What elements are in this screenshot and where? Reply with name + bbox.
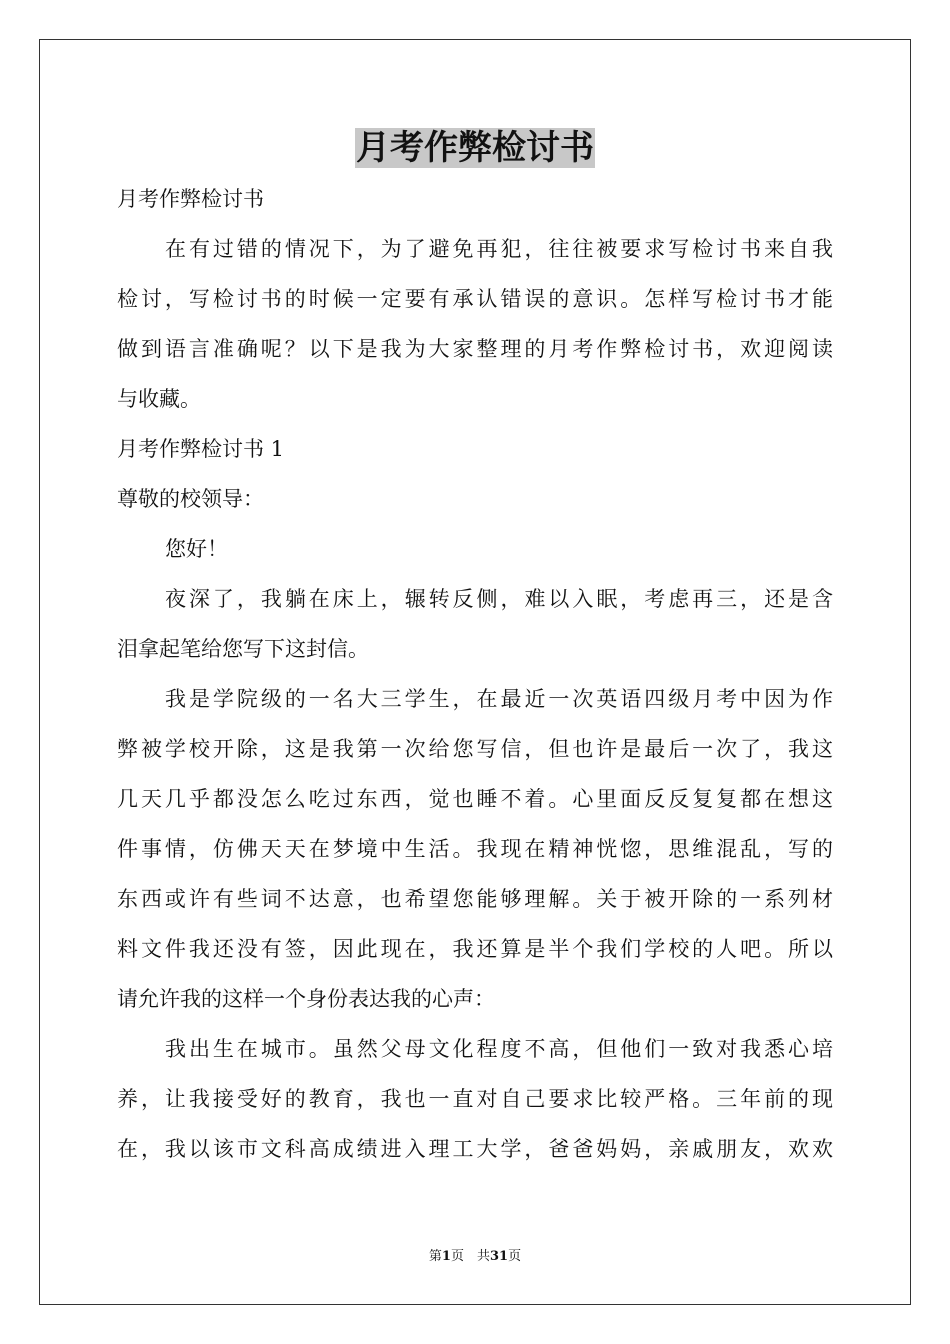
text-line: 在，我以该市文科高成绩进入理工大学，爸爸妈妈，亲戚朋友，欢欢	[117, 1137, 833, 1161]
text-line: 料文件我还没有签，因此现在，我还算是半个我们学校的人吧。所以	[117, 937, 833, 961]
text-line: 在有过错的情况下，为了避免再犯，往往被要求写检讨书来自我	[165, 237, 833, 261]
footer-prefix: 第	[428, 1249, 442, 1264]
text-line: 您好！	[165, 537, 228, 561]
text-line: 弊被学校开除，这是我第一次给您写信，但也许是最后一次了，我这	[117, 737, 833, 761]
text-line: 与收藏。	[117, 387, 201, 411]
title-container	[0, 128, 950, 168]
text-line: 泪拿起笔给您写下这封信。	[117, 637, 369, 661]
footer-mid: 页 共	[450, 1249, 490, 1264]
text-line: 养，让我接受好的教育，我也一直对自己要求比较严格。三年前的现	[117, 1087, 833, 1111]
text-line: 检讨，写检讨书的时候一定要有承认错误的意识。怎样写检讨书才能	[117, 287, 833, 311]
text-line: 做到语言准确呢？以下是我为大家整理的月考作弊检讨书，欢迎阅读	[117, 337, 833, 361]
page-footer	[0, 1245, 950, 1264]
text-line: 我出生在城市。虽然父母文化程度不高，但他们一致对我悉心培	[165, 1037, 833, 1061]
text-line: 夜深了，我躺在床上，辗转反侧，难以入眠，考虑再三，还是含	[165, 587, 833, 611]
text-line: 几天几乎都没怎么吃过东西，觉也睡不着。心里面反反复复都在想这	[117, 787, 833, 811]
footer-suffix: 页	[508, 1249, 522, 1264]
footer-total-pages: 31	[489, 1249, 509, 1264]
text-line: 我是学院级的一名大三学生，在最近一次英语四级月考中因为作	[165, 687, 833, 711]
text-line: 请允许我的这样一个身份表达我的心声：	[117, 987, 495, 1011]
document-title: 月考作弊检讨书	[356, 128, 594, 168]
document-body	[117, 177, 833, 1177]
footer-page-number: 1	[441, 1249, 451, 1264]
text-line: 月考作弊检讨书	[117, 187, 264, 211]
text-line: 件事情，仿佛天天在梦境中生活。我现在精神恍惚，思维混乱，写的	[117, 837, 833, 861]
text-line: 尊敬的校领导：	[117, 487, 264, 511]
text-line: 东西或许有些词不达意，也希望您能够理解。关于被开除的一系列材	[117, 887, 833, 911]
text-line: 月考作弊检讨书 1	[117, 437, 285, 461]
